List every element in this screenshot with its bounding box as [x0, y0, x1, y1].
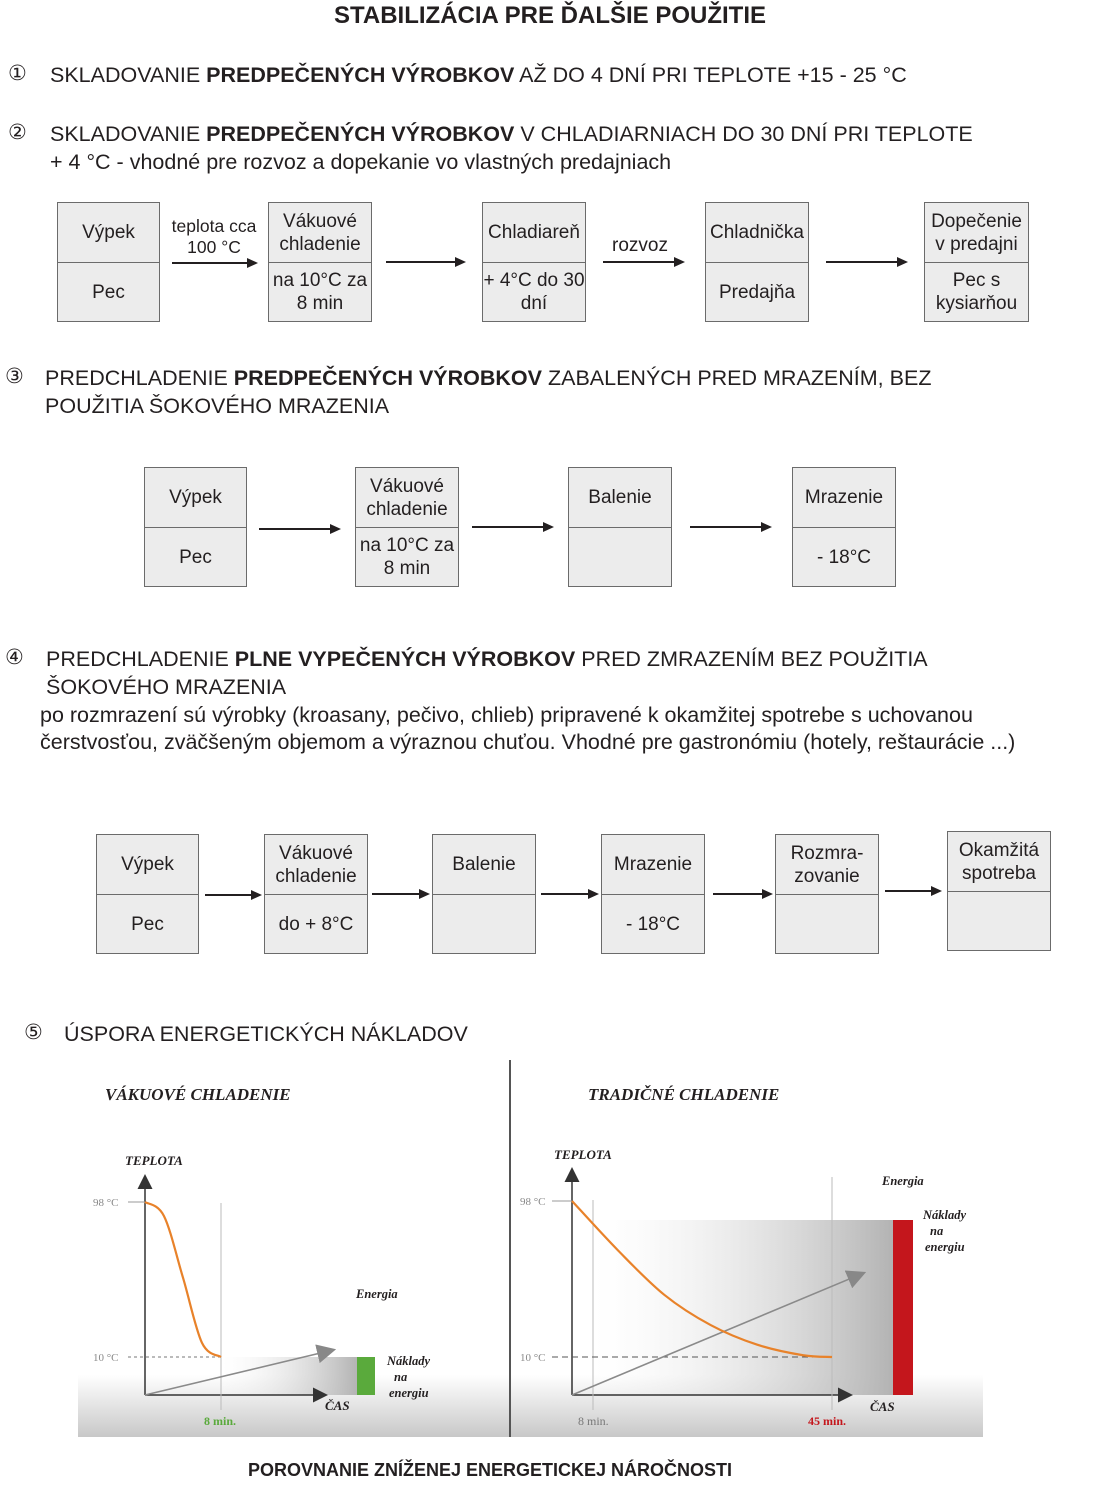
s4-arrow-1	[205, 890, 262, 900]
s4-arrow-5	[885, 886, 942, 896]
s4-box2-top: Vákuové chladenie	[265, 835, 367, 895]
section-2-bold: PREDPEČENÝCH VÝROBKOV	[206, 122, 515, 146]
chart1-y-tick-label-10: 10 °C	[93, 1352, 119, 1364]
section-2-post: V CHLADIARNIACH DO 30 DNÍ PRI TEPLOTE	[514, 122, 973, 146]
section-1-heading	[50, 61, 907, 89]
chart2-energy-label: Energia	[882, 1174, 924, 1188]
s2-box-dopecenie	[924, 202, 1029, 322]
section-3-line2: POUŽITIA ŠOKOVÉHO MRAZENIA	[45, 394, 390, 418]
s3-box4-bottom: - 18°C	[816, 546, 872, 568]
chart2-xlabel: ČAS	[870, 1399, 895, 1414]
section-1-bold: PREDPEČENÝCH VÝROBKOV	[206, 63, 515, 87]
chart1-x-tick-8min: 8 min.	[204, 1414, 237, 1428]
s2-arrow-4	[826, 257, 908, 267]
s3-box3-bottom	[569, 528, 671, 586]
section-3-heading	[45, 364, 931, 392]
s2-box3-top: Chladiareň	[483, 203, 585, 263]
page-title: STABILIZÁCIA PRE ĎALŠIE POUŽITIE	[333, 2, 766, 29]
s3-box-balenie	[568, 467, 672, 587]
s4-box1-bottom: Pec	[131, 913, 164, 935]
s4-box5-top: Rozmra-zovanie	[776, 835, 878, 895]
s4-box-okamzita	[947, 831, 1051, 951]
s2-box2-top: Vákuové chladenie	[269, 203, 371, 263]
chart1-ylabel: TEPLOTA	[125, 1153, 183, 1168]
s4-arrow-2	[372, 889, 430, 899]
section-3-bold: PREDPEČENÝCH VÝROBKOV	[233, 366, 542, 390]
s3-box-vypek	[144, 467, 247, 587]
chart1-temperature-curve	[145, 1202, 221, 1357]
chart2-y-tick-label-98: 98 °C	[520, 1196, 546, 1208]
s4-box3-top: Balenie	[433, 835, 535, 895]
section-4-pre: PREDCHLADENIE	[46, 647, 235, 671]
s4-box-vakuove	[264, 834, 368, 954]
s4-arrow-4	[713, 889, 773, 899]
chart1-title: VÁKUOVÉ CHLADENIE	[105, 1085, 291, 1104]
chart2-cost-label: Náklady na energiu	[923, 1208, 967, 1254]
s2-box-chladnicka	[705, 202, 809, 322]
chart1-energy-label: Energia	[356, 1287, 398, 1301]
section-2-number: ②	[8, 120, 27, 144]
s4-box3-bottom	[433, 895, 535, 953]
s2-arrow-3	[603, 257, 685, 267]
s2-box1-top: Výpek	[58, 203, 159, 263]
chart1-y-tick-label-98: 98 °C	[93, 1197, 119, 1209]
s4-box-rozmrazovanie	[775, 834, 879, 954]
s3-box-vakuove	[355, 467, 459, 587]
section-4-line2: ŠOKOVÉHO MRAZENIA	[46, 675, 287, 699]
section-4-post: PRED ZMRAZENÍM BEZ POUŽITIA	[575, 647, 928, 671]
section-5-number: ⑤	[24, 1020, 43, 1044]
section-3-pre: PREDCHLADENIE	[45, 366, 234, 390]
s4-box-mrazenie	[601, 834, 705, 954]
chart2-cost-area	[593, 1220, 893, 1395]
s3-box3-top: Balenie	[569, 468, 671, 528]
chart1-xlabel: ČAS	[325, 1398, 350, 1413]
s2-box3-bottom: + 4°C do 30 dní	[483, 270, 585, 314]
s2-box-vypek	[57, 202, 160, 322]
section-4-paragraph: po rozmrazení sú výrobky (kroasany, pečivo, chlieb) pripravené k okamžitej spotrebe s uchovanou čerstvosťou, zväčšeným objemom a výraznou chuťou. Vhodné pre gastronómiu (hotely, reštaurácie ...)	[40, 703, 1016, 754]
s2-arrow3-label: rozvoz	[612, 235, 668, 256]
s4-arrow-3	[541, 889, 599, 899]
s3-box-mrazenie	[792, 467, 896, 587]
section-2-heading	[50, 120, 973, 148]
energy-comparison-charts	[0, 1055, 1100, 1455]
section-1-pre: SKLADOVANIE	[50, 63, 207, 87]
s3-arrow-2	[472, 522, 554, 532]
s2-box-chladiaren	[482, 202, 586, 322]
s2-box5-top: Dopečenie v predajni	[925, 203, 1028, 263]
section-4-heading	[46, 645, 928, 673]
s2-box4-bottom: Predajňa	[718, 281, 796, 303]
s2-box2-bottom: na 10°C za 8 min	[272, 270, 368, 314]
section-4-bold: PLNE VYPEČENÝCH VÝROBKOV	[234, 647, 576, 671]
section-1-post: AŽ DO 4 DNÍ PRI TEPLOTE +15 - 25 °C	[514, 63, 907, 87]
section-2-line2: + 4 °C - vhodné pre rozvoz a dopekanie vo vlastných predajniach	[50, 150, 672, 174]
s4-box-vypek	[96, 834, 199, 954]
s2-arrow-1	[172, 258, 258, 268]
section-3-number: ③	[5, 364, 24, 388]
s3-box2-bottom: na 10°C za 8 min	[359, 535, 455, 579]
chart1-cost-bar	[357, 1357, 375, 1395]
s4-box2-bottom: do + 8°C	[278, 913, 354, 935]
chart2-y-tick-label-10: 10 °C	[520, 1352, 546, 1364]
s4-box4-bottom: - 18°C	[625, 913, 681, 935]
chart2-title: TRADIČNÉ CHLADENIE	[588, 1085, 780, 1104]
section-5-heading: ÚSPORA ENERGETICKÝCH NÁKLADOV	[64, 1022, 468, 1046]
s4-box4-top: Mrazenie	[602, 835, 704, 895]
s4-box-balenie	[432, 834, 536, 954]
chart2-cost-bar	[893, 1220, 913, 1395]
chart2-ylabel: TEPLOTA	[554, 1147, 612, 1162]
section-2-pre: SKLADOVANIE	[50, 122, 207, 146]
s4-box6-top: Okamžitá spotreba	[948, 832, 1050, 892]
s3-box4-top: Mrazenie	[793, 468, 895, 528]
section-1-number: ①	[8, 61, 27, 85]
chart1-cost-label: Náklady na energiu	[387, 1354, 431, 1400]
s4-box5-bottom	[776, 895, 878, 953]
bottom-caption: POROVNANIE ZNÍŽENEJ ENERGETICKEJ NÁROČNOSTI	[247, 1460, 733, 1480]
s3-arrow-3	[690, 522, 772, 532]
s4-box6-bottom	[948, 892, 1050, 950]
chart2-x-tick-45min: 45 min.	[808, 1414, 847, 1428]
chart1-cost-area	[222, 1357, 358, 1395]
s2-arrow-2	[386, 257, 466, 267]
section-3-post: ZABALENÝCH PRED MRAZENÍM, BEZ	[542, 366, 932, 390]
chart2-x-tick-8min: 8 min.	[578, 1414, 609, 1428]
s3-box1-top: Výpek	[145, 468, 246, 528]
s4-box1-top: Výpek	[97, 835, 198, 895]
s2-box1-bottom: Pec	[92, 281, 125, 303]
s2-box4-top: Chladnička	[706, 203, 808, 263]
s3-box2-top: Vákuové chladenie	[356, 468, 458, 528]
s2-box-vakuove	[268, 202, 372, 322]
s3-box1-bottom: Pec	[179, 546, 212, 568]
s3-arrow-1	[259, 524, 341, 534]
s2-arrow1-label: teplota cca 100 °C	[171, 216, 257, 257]
s2-box5-bottom: Pec s kysiarňou	[935, 270, 1018, 314]
section-4-number: ④	[5, 645, 24, 669]
